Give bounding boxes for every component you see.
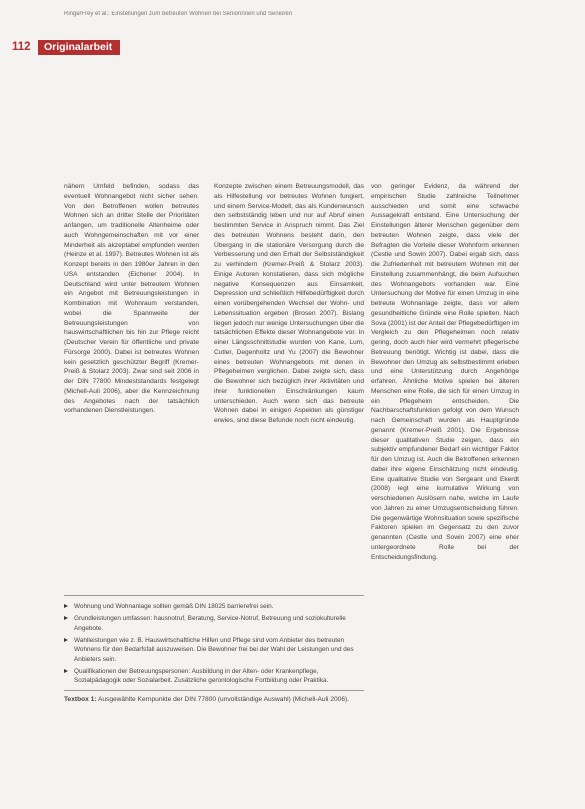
textbox-item-text: Wohnung und Wohnanlage sollten gemäß DIN 18025 barrierefrei sein.	[74, 603, 274, 610]
caption-text: Ausgewählte Kernpunkte der DIN 77800 (unvollständige Auswahl) (Michell-Auli 2006).	[97, 695, 350, 703]
din-textbox	[64, 595, 364, 704]
triangle-bullet-icon	[64, 669, 68, 673]
triangle-bullet-icon	[64, 638, 68, 642]
text-column-1	[64, 182, 199, 416]
textbox-item-text: Grundleistungen umfassen: hausnotruf, Beratung, Service-Notruf, Betreuung und soziokulturelle Angebote.	[74, 615, 346, 632]
textbox-caption	[64, 695, 364, 704]
running-head: Ringe/Frey et al.: Einstellungen zum betreuten Wohnen bei Seniorinnen und Senioren	[64, 11, 293, 17]
textbox-item	[64, 602, 364, 611]
textbox-item	[64, 636, 364, 664]
textbox-item	[64, 614, 364, 633]
textbox-item-text: Qualifikationen der Betreuungspersonen: Ausbildung in der Alten- oder Krankenpflege, Sozialpädagogik oder Sozialarbeit. Zusätzliche gerontologische Fortbildung oder Praktika.	[74, 668, 329, 685]
folio-bar	[6, 40, 306, 55]
textbox-item-text: Wahlleistungen wie z. B. Hauswirtschaftliche Hilfen und Pflege sind vom Anbieter des betreuten Wohnens für den Bedarfsfall auszuweisen. Die Bewohner frei bei der Wahl der Leistungen und des Anbieters sein.	[74, 637, 354, 663]
textbox-list	[64, 602, 364, 686]
triangle-bullet-icon	[64, 616, 68, 620]
column-1-text: nähern Umfeld befinden, sodass das eventuell Wohnangebot nicht sicher sehen. Von den Betroffenen wollen betreutes Wohnen sich an dritter Stelle der Prioritäten anfangen, um traditionelle Altenheime oder auch Wohngemeinschaften mit vor einer Minderheit als akzeptabel empfunden werden (Heinze et al. 1997). Betreutes Wohnen ist als Konzept bereits in den 1980er Jahren in den USA entstanden (Eichener 2004). In Deutschland wird unter betreutem Wohnen ein Angebot mit Betreuungsleistungen in Kombination mit Wohnraum verstanden, wobei die Spannweite der Betreuungsleistungen von hauswirtschaftlichen bis hin zur Pflege reicht (Deutscher Verein für öffentliche und private Fürsorge 2000). Dabei ist betreutes Wohnen kein gesetzlich geschützter Begriff (Kremer-Preiß & Stolarz 2003). Zwar sind seit 2006 in der DIN 77800 Mindeststandards festgelegt (Michell-Auli 2006), aber die Kennzeichnung des Angebotes nach der tatsächlich vorhandenen Dienstleistungen.	[64, 183, 199, 415]
page-number: 112	[12, 41, 31, 53]
text-column-2	[214, 182, 364, 426]
text-column-3	[371, 182, 519, 562]
section-tag: Originalarbeit	[38, 40, 120, 55]
column-3-text: von geringer Evidenz, da während der empirischen Studie zahlreiche Teilnehmer ausschieden und somit eine schwache Aussagekraft entstand. Eine Untersuchung der Einstellungen älterer Menschen gegenüber dem betreuten Wohnen zeigte, dass viele der Befragten die Vorteile dieser Wohnform erkennen (Cestle und Sowin 2007). Dabei ergab sich, dass die Zufriedenheit mit betreutem Wohnen mit der Einstellung zusammenhängt, die beim Aufsuchen des Wohnangebots vorhanden war. Eine Untersuchung der Motive für einen Umzug in eine betreute Wohnanlage zeigte, dass vor allem gesundheitliche Gründe eine Rolle spielten. Nach Sova (2001) ist der Anteil der Pflegebedürftigen im Vergleich zu den Pflegeheimen noch relativ gering, doch auch hier wird vermehrt pflegerische Betreuung benötigt. Wichtig ist dabei, dass die Bewohner den Umzug als selbstbestimmt erleben und eine Unterstützung durch Angehörige erfahren. Ähnliche Motive spielen bei älteren Menschen eine Rolle, die sich für einen Umzug in ein Pflegeheim entscheiden. Die Nachbarschaftsfunktion gefolgt von dem Wunsch nach Gemeinschaft wurden als Hauptgründe genannt (Kremer-Preiß 2001). Die Ergebnisse dieser qualitativen Studie zeigen, dass ein subjektiv empfundener Bedarf ein wichtiger Faktor für den Umzug ist. Auch die Betroffenen erkennen dabei ihre eigene Einschätzung nicht eindeutig. Eine qualitative Studie von Sergeant und Ekerdt (2008) legt eine kumulative Wirkung von verschiedenen Auslösern nahe, welche im Laufe von Jahren zu einer Umzugsentscheidung führen. Die gegenwärtige Wohnsituation sowie spezifische Faktoren spielen im Gegensatz zu den zuvor genannten (Cestle und Sowin 2007) eine eher untergeordnete Rolle bei der Entscheidungsfindung.	[371, 183, 519, 561]
column-2-text: Konzepte zwischen einem Betreuungsmodell, das als Hilfestellung vor betreutes Wohnen fungiert, und einem Service-Modell, das als Kundenwunsch den selbstständig leben und nur auf Abruf einen bestimmten Service in Anspruch nimmt. Das Ziel des betreuten Wohnens besteht darin, den Übergang in die stationäre Versorgung durch die Verbesserung und den Erhalt der Selbstständigkeit zu verhindern (Kremer-Preiß & Stolarz 2003). Einige Autoren konstatieren, dass sich mögliche negative Konsequenzen aus Einsamkeit, Depression und schließlich Hilfebedürftigkeit durch einen vorübergehenden Wechsel der Wohn- und Lebenssituation ergeben (Brosen 2007). Bislang liegen jedoch nur wenige Untersuchungen über die tatsächlichen Effekte dieser Wohnangebote vor. In einer Längsschnittstudie wurden von Kane, Lum, Cutler, Degenholtz und Yu (2007) die Bewohner eines betreuten Wohnangebots mit denen in Pflegeheimen verglichen. Dabei zeigte sich, dass die Bewohner sich bezüglich ihrer Aktivitäten und ihrer funktionellen Einschränkungen kaum unterschieden. Auch wenn sich das betreute Wohnen dabei in einigen Aspekten als günstiger erwies, sind diese Befunde noch nicht eindeutig.	[214, 183, 364, 424]
textbox-item	[64, 667, 364, 686]
triangle-bullet-icon	[64, 604, 68, 608]
caption-label: Textbox 1:	[64, 695, 97, 703]
caption-divider	[64, 690, 364, 691]
